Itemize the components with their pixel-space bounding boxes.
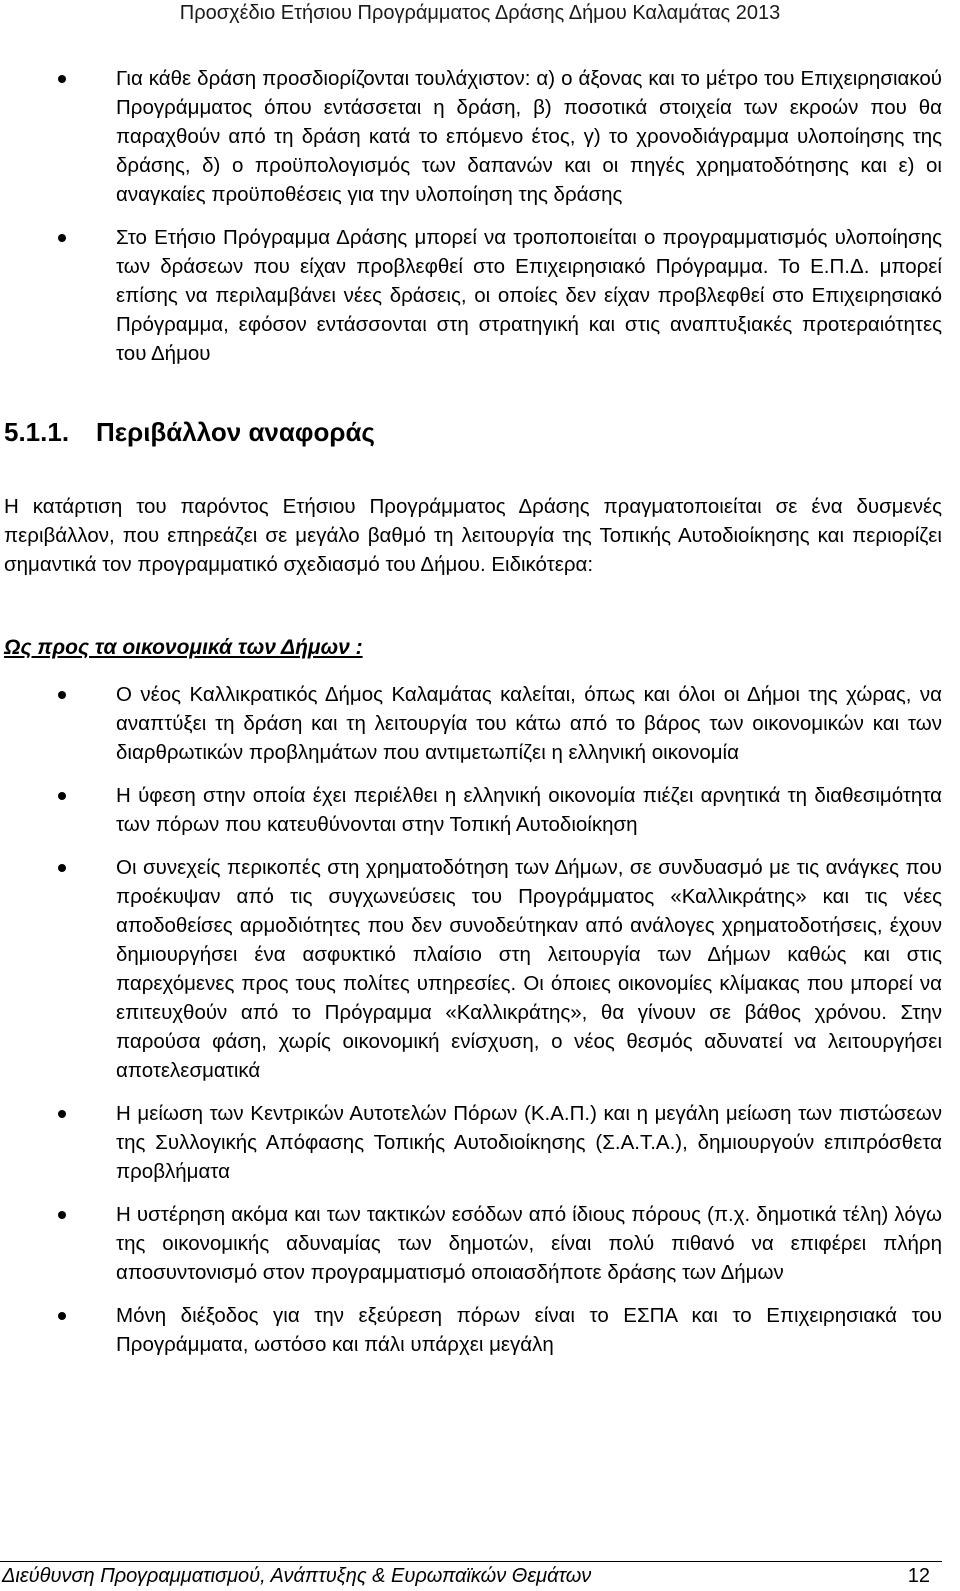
bullet-icon bbox=[58, 1211, 66, 1219]
bullet-icon bbox=[58, 1110, 66, 1118]
bullet-icon bbox=[58, 691, 66, 699]
section-heading bbox=[4, 416, 952, 448]
bullet-icon bbox=[58, 234, 66, 242]
list-item bbox=[0, 1301, 952, 1359]
list-item-text: Ο νέος Καλλικρατικός Δήμος Καλαμάτας καλείται, όπως και όλοι οι Δήμοι της χώρας, να αναπτύξει τη δράση και τη λειτουργία του κάτω από το βάρος των οικονομικών και των διαρθρωτικών προβλημάτων που αντιμετωπίζει η ελληνική οικονομία bbox=[116, 683, 942, 764]
list-item-text: Η μείωση των Κεντρικών Αυτοτελών Πόρων (Κ.Α.Π.) και η μεγάλη μείωση των πιστώσεων της Συλλογικής Απόφασης Τοπικής Αυτοδιοίκησης (Σ.Α.Τ.Α.), δημιουργούν επιπρόσθετα προβλήματα bbox=[116, 1102, 942, 1183]
list-item-text: Για κάθε δράση προσδιορίζονται τουλάχιστον: α) ο άξονας και το μέτρο του Επιχειρησιακού Προγράμματος όπου εντάσσεται η δράση, β) ποσοτικά στοιχεία των εκροών που θα παραχθούν από τη δράση κατά το επόμενο έτος, γ) το χρονοδιάγραμμα υλοποίησης της δράσης, δ) ο προϋπολογισμός των δαπανών και οι πηγές χρηματοδότησης και ε) οι αναγκαίες προϋποθέσεις για την υλοποίηση της δράσης bbox=[116, 67, 942, 206]
bullet-icon bbox=[58, 75, 66, 83]
bullet-icon bbox=[58, 792, 66, 800]
section-number: 5.1.1. bbox=[4, 417, 70, 447]
bullet-icon bbox=[58, 1312, 66, 1320]
page-number: 12 bbox=[907, 1565, 930, 1587]
body-paragraph: Η κατάρτιση του παρόντος Ετήσιου Προγράμματος Δράσης πραγματοποιείται σε ένα δυσμενές περιβάλλον, που επηρεάζει σε μεγάλο βαθμό τη λειτουργία της Τοπικής Αυτοδιοίκησης και περιορίζει σημαντικά τον προγραμματικό σχεδιασμό του Δήμου. Ειδικότερα: bbox=[4, 495, 942, 576]
finance-bullet-list bbox=[0, 680, 952, 1359]
list-item bbox=[0, 223, 952, 368]
page-footer bbox=[0, 1561, 942, 1590]
list-item-text: Οι συνεχείς περικοπές στη χρηματοδότηση των Δήμων, σε συνδυασμό με τις ανάγκες που προέκυψαν από τις συγχωνεύσεις του Προγράμματος «Καλλικράτης» και τις νέες αποδοθείσες αρμοδιότητες που δεν συνοδεύτηκαν από ανάλογες χρηματοδοτήσεις, έχουν δημιουργήσει ένα ασφυκτικό πλαίσιο στη λειτουργία των Δήμων καθώς και στις παρεχόμενες προς τους πολίτες υπηρεσίες. Οι όποιες οικονομίες κλίμακας που μπορεί να επιτευχθούν από το Πρόγραμμα «Καλλικράτης», θα γίνουν σε βάθος χρόνου. Στην παρούσα φάση, χωρίς οικονομική ενίσχυση, ο νέος θεσμός αδυνατεί να λειτουργήσει αποτελεσματικά bbox=[116, 856, 942, 1082]
bullet-icon bbox=[58, 864, 66, 872]
list-item-text: Η υστέρηση ακόμα και των τακτικών εσόδων από ίδιους πόρους (π.χ. δημοτικά τέλη) λόγω της οικονομικής αδυναμίας των δημοτών, είναι πολύ πιθανό να επιφέρει πλήρη αποσυντονισμό στον προγραμματισμό οποιασδήποτε δράσης των Δήμων bbox=[116, 1203, 942, 1284]
list-item-text: Μόνη διέξοδος για την εξεύρεση πόρων είναι το ΕΣΠΑ και το Επιχειρησιακά του Προγράμματα, ωστόσο και πάλι υπάρχει μεγάλη bbox=[116, 1304, 942, 1356]
list-item bbox=[0, 1200, 952, 1287]
list-item-text: Η ύφεση στην οποία έχει περιέλθει η ελληνική οικονομία πιέζει αρνητικά τη διαθεσιμότητα των πόρων που κατευθύνονται στην Τοπική Αυτοδιοίκηση bbox=[116, 784, 942, 836]
list-item bbox=[0, 1099, 952, 1186]
list-item bbox=[0, 853, 952, 1085]
page-header: Προσχέδιο Ετήσιου Προγράμματος Δράσης Δήμου Καλαμάτας 2013 bbox=[179, 2, 781, 24]
list-item-text: Στο Ετήσιο Πρόγραμμα Δράσης μπορεί να τροποποιείται ο προγραμματισμός υλοποίησης των δράσεων που είχαν προβλεφθεί στο Επιχειρησιακό Πρόγραμμα. Το Ε.Π.Δ. μπορεί επίσης να περιλαμβάνει νέες δράσεις, οι οποίες δεν είχαν προβλεφθεί στο Επιχειρησιακό Πρόγραμμα, εφόσον εντάσσονται στη στρατηγική και στις αναπτυξιακές προτεραιότητες του Δήμου bbox=[116, 226, 942, 365]
list-item bbox=[0, 680, 952, 767]
list-item bbox=[0, 781, 952, 839]
subheading: Ως προς τα οικονομικά των Δήμων : bbox=[4, 636, 363, 659]
intro-bullet-list bbox=[0, 64, 952, 368]
document-body bbox=[0, 64, 952, 1373]
list-item bbox=[0, 64, 952, 209]
footer-department: Διεύθυνση Προγραμματισμού, Ανάπτυξης & Ευρωπαϊκών Θεμάτων bbox=[2, 1565, 592, 1587]
section-title: Περιβάλλον αναφοράς bbox=[96, 417, 375, 447]
